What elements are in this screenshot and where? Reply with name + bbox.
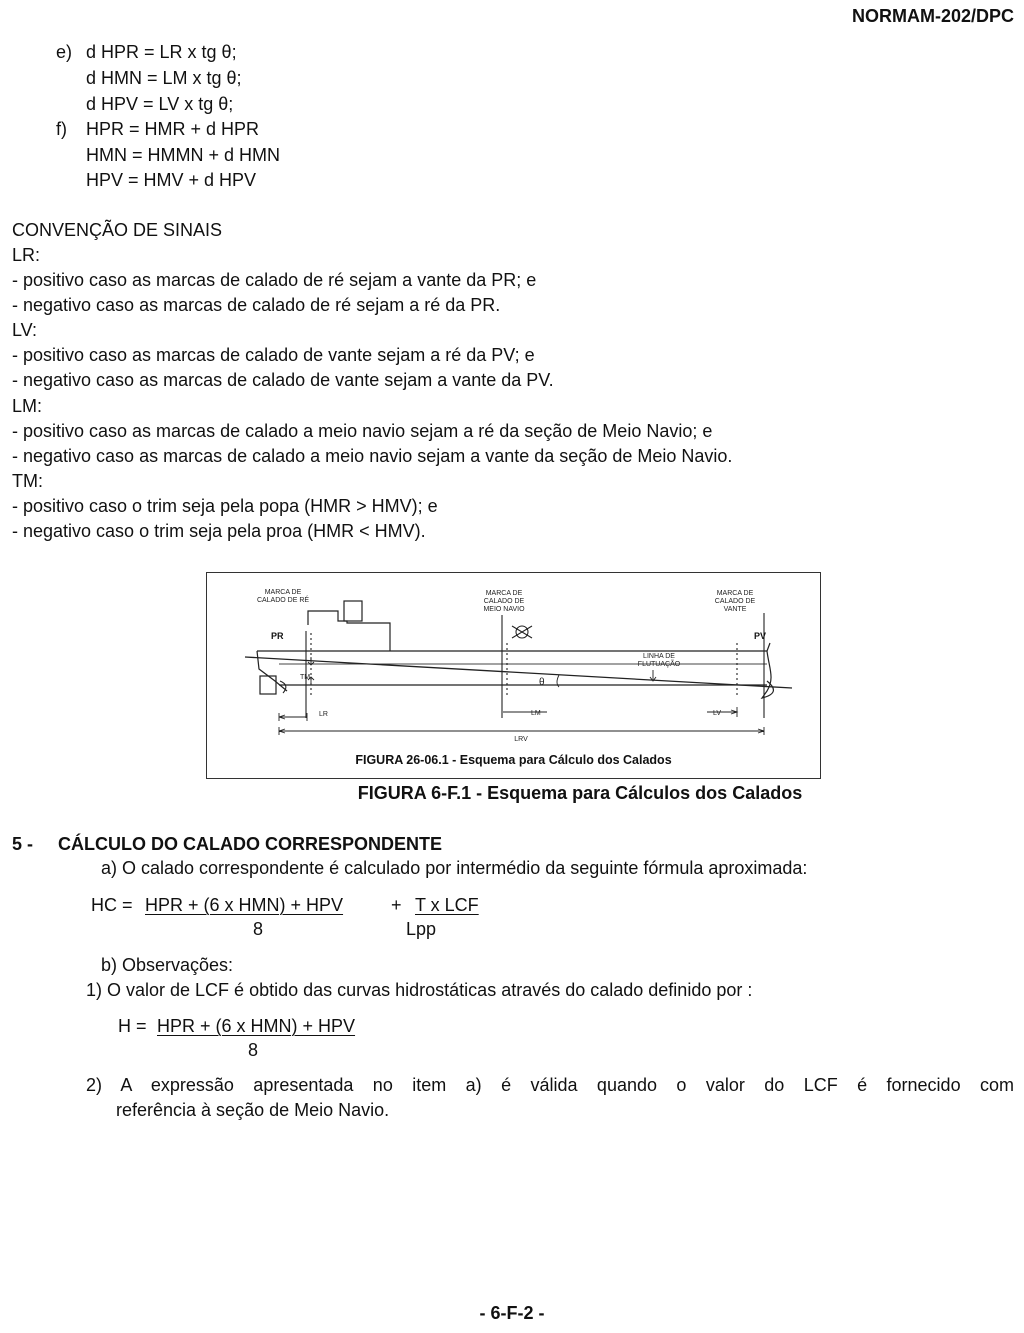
figure-caption: FIGURA 6-F.1 - Esquema para Cálculos dos Calados (357, 783, 803, 803)
section-intro: a) O calado correspondente é calculado por intermédio da seguinte fórmula aproximada: (101, 858, 808, 878)
label-marca-vante-3: VANTE (723, 606, 747, 613)
figure-inner-caption: FIGURA 26-06.1 - Esquema para Cálculo dos Calados (355, 753, 672, 767)
formula-e-3: d HPV = LV x tg θ; (86, 94, 234, 114)
convention-line: LV: (12, 320, 38, 340)
observation-2-line-1: 2) A expressão apresentada no item a) é válida quando o valor do LCF é fornecido com (86, 1075, 1014, 1095)
h-denominator: 8 (248, 1040, 259, 1060)
label-marca-vante-1: MARCA DE (716, 590, 754, 597)
convention-line: - positivo caso as marcas de calado de vante sejam a ré da PV; e (12, 345, 535, 365)
convention-line: LM: (12, 396, 43, 416)
document-code: NORMAM-202/DPC (851, 6, 1014, 26)
label-marca-meio-1: MARCA DE (485, 590, 523, 597)
conventions-title: CONVENÇÃO DE SINAIS (12, 220, 223, 240)
convention-line: TM: (12, 471, 43, 491)
page-number: - 6-F-2 - (479, 1303, 545, 1323)
hc-plus: + (391, 895, 402, 915)
label-linha-2: FLUTUAÇÃO (637, 661, 681, 668)
label-pv: PV (754, 631, 767, 641)
convention-line: - positivo caso o trim seja pela popa (HMR > HMV); e (12, 496, 438, 516)
ship-draft-schematic (207, 573, 820, 778)
label-marca-meio-3: MEIO NAVIO (483, 606, 525, 613)
section-number: 5 - (12, 834, 34, 854)
label-lv: LV (713, 710, 722, 717)
formula-f-2: HMN = HMMN + d HMN (86, 145, 281, 165)
label-theta: θ (539, 677, 545, 688)
hc-numerator-1: HPR + (6 x HMN) + HPV (145, 895, 344, 915)
hc-denominator-1: 8 (253, 919, 264, 939)
formula-f-3: HPV = HMV + d HPV (86, 170, 257, 190)
convention-line: LR: (12, 245, 41, 265)
label-lrv: LRV (514, 736, 528, 743)
label-pr: PR (271, 631, 284, 641)
convention-line: - positivo caso as marcas de calado de ré sejam a vante da PR; e (12, 270, 537, 290)
label-lr: LR (319, 711, 328, 718)
label-tm: TM (300, 674, 311, 681)
label-marca-re-2: CALADO DE RÉ (256, 597, 310, 604)
item-e-marker: e) (56, 42, 73, 62)
convention-line: - negativo caso o trim seja pela proa (HMR < HMV). (12, 521, 426, 541)
formula-e-2: d HMN = LM x tg θ; (86, 68, 242, 88)
label-linha-1: LINHA DE (643, 653, 675, 660)
label-lm: LM (531, 710, 541, 717)
h-prefix: H = (118, 1016, 147, 1036)
label-marca-meio-2: CALADO DE (483, 598, 525, 605)
observations-title: b) Observações: (101, 955, 234, 975)
convention-line: - negativo caso as marcas de calado de vante sejam a vante da PV. (12, 370, 554, 390)
observation-1: 1) O valor de LCF é obtido das curvas hidrostáticas através do calado definido por : (86, 980, 753, 1000)
draft-diagram (206, 572, 821, 779)
hc-denominator-2: Lpp (406, 919, 437, 939)
formula-e-1: d HPR = LR x tg θ; (86, 42, 237, 62)
formula-f-1: HPR = HMR + d HPR (86, 119, 260, 139)
convention-line: - negativo caso as marcas de calado a meio navio sejam a vante da seção de Meio Navio. (12, 446, 733, 466)
h-numerator: HPR + (6 x HMN) + HPV (157, 1016, 356, 1036)
item-f-marker: f) (56, 119, 67, 139)
convention-line: - positivo caso as marcas de calado a meio navio sejam a ré da seção de Meio Navio; e (12, 421, 713, 441)
convention-line: - negativo caso as marcas de calado de ré sejam a ré da PR. (12, 295, 501, 315)
hc-numerator-2: T x LCF (415, 895, 479, 915)
label-marca-re-1: MARCA DE (264, 589, 302, 596)
label-marca-vante-2: CALADO DE (714, 598, 756, 605)
observation-2-line-2: referência à seção de Meio Navio. (116, 1100, 390, 1120)
section-title: CÁLCULO DO CALADO CORRESPONDENTE (58, 834, 443, 854)
hc-prefix: HC = (91, 895, 133, 915)
